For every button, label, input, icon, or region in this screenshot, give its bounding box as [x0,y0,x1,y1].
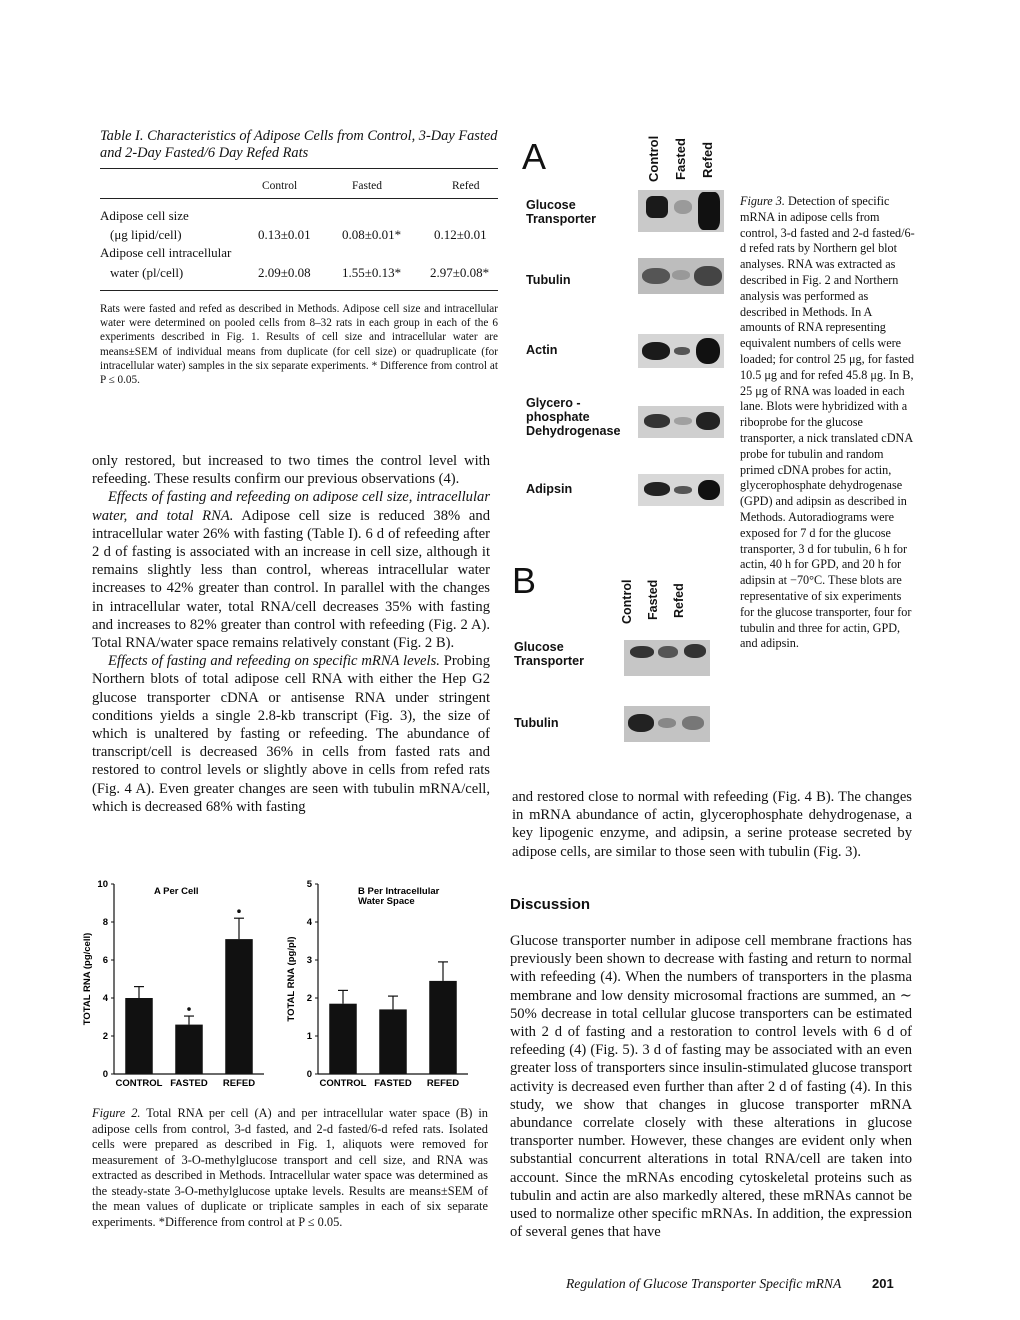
table-footnote: Rats were fasted and refed as described in Methods. Adipose cell size and intracellular water were determined on pooled cells from 8–32 rats in each group in each of the 6 experiments described in Fig. 1. Results of cell size and intracellular water are means±SEM of individual means from duplicate (for cell size) or quadruplicate (for intracellular water) samples in the six separate experiments. * Difference from control at P ≤ 0.05. [100,303,498,387]
y-tick-label: 6 [102,955,108,966]
lane-label-refed: Refed [700,141,715,178]
table-cell: 0.08±0.01* [342,227,402,242]
table-row-label: Adipose cell size [100,208,189,223]
y-axis-label: TOTAL RNA (pg/cell) [82,932,93,1026]
blot-image-adipsin [638,474,724,506]
chart-plot [286,879,468,1089]
significance-marker [237,909,241,913]
blot-image-glucose-transporter [638,190,724,232]
table-rule-header [100,198,498,199]
table-cell: 0.13±0.01 [258,227,311,242]
blot-label-adipsin: Adipsin [526,482,573,496]
x-tick-label: CONTROL [115,1078,163,1089]
blot-image-gpd [638,406,724,438]
table-row-sublabel: water (pl/cell) [110,265,184,280]
bar [429,981,457,1074]
lane-label-control: Control [646,135,661,182]
chart-title: B Per Intracellular [358,886,440,897]
blot-image-actin [638,334,724,368]
lane-label-fasted: Fasted [646,579,660,620]
figure2-chart-b [284,876,484,1098]
table-rule-bottom [100,290,498,291]
bar [379,1009,407,1074]
bar [175,1025,203,1074]
blot-image-tubulin-b [624,706,710,742]
table-row-label: Adipose cell intracellular [100,245,232,260]
table-col-fasted: Fasted [352,180,383,192]
chart-title: A Per Cell [154,886,199,897]
panel-b-label: B [512,560,537,601]
blot-label-actin: Actin [526,343,558,357]
table-rule-top [100,168,498,169]
table-row-sublabel: (μg lipid/cell) [110,227,182,242]
paragraph: Effects of fasting and refeeding on specific mRNA levels. Probing Northern blots of total adipose cell RNA with either the Hep G2 glucose transporter cDNA or antisense RNA under stringent conditions yields a single 2.8-kb transcript (Fig. 3), the size of which is unaltered by fasting or refeeding. The abundance of transcript/cell is decreased 36% in cells from fasted rats and restored to control levels or slightly above in cells from refed rats (Fig. 4 A). Even greater changes are seen with tubulin mRNA/cell, which is decreased 68% with fasting [92,653,490,815]
blot-label-tubulin: Tubulin [514,716,559,730]
figure3-caption: Figure 3. Detection of specific mRNA in adipose cells from control, 3-d fasted and 2-d fasted/6-d refed rats by Northern gel blot analyses. RNA was extracted as described in Fig. 2 and Northern analysis was performed as described in Methods. In A amounts of RNA representing equivalent numbers of cells were loaded; for control 25 μg, for fasted 10.5 μg and for refed 45.8 μg. In B, 25 μg of RNA was loaded in each lane. Blots were hybridized with a riboprobe for the glucose transporter, a nick translated cDNA probe for tubulin and random primed cDNA probes for actin, glycerophosphate dehydrogenase (GPD) and adipsin as described in Methods. Autoradiograms were exposed for 7 d for the glucose transporter, 3 d for tubulin, 6 h for actin, 40 h for GPD, and 20 h for adipsin at −70°C. These blots are representative of six experiments for the glucose transporter, four for tubulin and three for actin, GPD, and adipsin. [740,194,915,651]
blot-label-glucose-transporter: Glucose Transporter [514,640,584,668]
y-tick-label: 2 [102,1031,108,1042]
y-tick-label: 0 [102,1069,108,1080]
right-column-text-discussion: Glucose transporter number in adipose cell membrane fractions has previously been shown to decrease with fasting and return to normal with refeeding (4). When the numbers of transporters in the plasma membrane and low density microsomal fractions are summed, an ∼ 50% decrease in total cellular glucose transporters can be estimated with 2 d of fasting and a restoration to control levels with 6 d of refeeding (4) (Fig. 5). 3 d of fasting may be associated with an even greater loss of transporters since insulin-stimulated glucose transport activity is decreased even further than after 2 d of fasting (4). In this study, we show that changes in glucose transporter mRNA abundance correlate closely with these alterations in glucose transporter number. However, these changes are evident only when substantial concurrent alterations in total RNA/cell are taken into account. Since the mRNAs encoding cytoskeletal proteins such as tubulin and actin are also markedly altered, these mRNAs cannot be used to normalize other specific mRNAs. In addition, the expression of several genes that have [510,933,912,1241]
y-tick-label: 3 [306,955,312,966]
panel-a-label: A [522,136,547,177]
significance-marker [187,1007,191,1011]
lane-label-refed: Refed [672,583,686,618]
left-column-text [92,452,490,816]
table-caption: Table I. Characteristics of Adipose Cells from Control, 3-Day Fasted and 2-Day Fasted/6 Day Refed Rats [100,128,498,161]
blot-image-tubulin [638,258,724,294]
blot-label-tubulin: Tubulin [526,273,571,287]
table-cell: 2.09±0.08 [258,265,311,280]
y-tick-label: 0 [306,1069,312,1080]
bar [125,998,153,1074]
chart-plot [82,879,264,1089]
blot-label-glucose-transporter: Glucose Transporter [526,198,596,226]
page-number: 201 [872,1276,894,1291]
x-tick-label: CONTROL [319,1078,367,1089]
running-title: Regulation of Glucose Transporter Specific mRNA [566,1276,842,1291]
table-cell: 2.97±0.08* [430,265,490,280]
section-heading-discussion: Discussion [510,896,591,913]
lane-label-control: Control [620,579,634,624]
x-tick-label: REFED [426,1078,460,1089]
y-tick-label: 4 [306,917,312,928]
y-tick-label: 10 [97,879,108,890]
y-tick-label: 1 [306,1031,312,1042]
x-tick-label: REFED [222,1078,256,1089]
table-col-refed: Refed [452,180,480,192]
lane-label-fasted: Fasted [673,138,688,180]
y-tick-label: 8 [102,917,108,928]
y-tick-label: 4 [102,993,108,1004]
bar [225,939,253,1074]
figure2-chart-a [80,876,280,1098]
table-cell: 1.55±0.13* [342,265,402,280]
x-tick-label: FASTED [374,1078,412,1089]
blot-label-gpd: Glycero - phosphate Dehydrogenase [526,396,621,438]
y-tick-label: 5 [306,879,312,890]
right-column-text-top: and restored close to normal with refeeding (Fig. 4 B). The changes in mRNA abundance of actin, glycerophosphate dehydrogenase, a key lipogenic enzyme, and adipsin, a serine protease secreted by adipose cells, are similar to those seen with tubulin (Fig. 3). [512,789,912,860]
chart-title: Water Space [358,896,415,907]
bar [329,1004,357,1074]
table-cell: 0.12±0.01 [434,227,487,242]
blot-image-glucose-transporter-b [624,640,710,676]
paragraph: Effects of fasting and refeeding on adipose cell size, intracellular water, and total RNA. Adipose cell size is reduced 38% and intracellular water 26% with fasting (Table I). 6 d of refeeding after 2 d of fasting is associated with an increase in cell size, although it remains slightly less than control, whereas intracellular water increases to 42% greater than control. In parallel with the changes in intracellular water, total RNA/cell decreases 35% with fasting and increases to 82% greater than control with refeeding (Fig. 2 A). Total RNA/water space remains relatively constant (Fig. 2 B). [92,489,491,652]
y-tick-label: 2 [306,993,312,1004]
y-axis-label: TOTAL RNA (pg/pl) [286,936,297,1022]
paragraph-heading: Effects of fasting and refeeding on specific mRNA levels. [108,653,440,670]
figure2-caption: Figure 2. Total RNA per cell (A) and per intracellular water space (B) in adipose cells from control, 3-d fasted, and 2-d fasted/6-d refed rats. Isolated cells were prepared as described in Fig. 1, aliquots were removed for measurement of 3-O-methylglucose transport and cell size, and RNA was extracted as described in Methods. Intracellular water space was determined as the steady-state 3-O-methylglucose uptake levels. Results are means±SEM of the mean values of duplicate or triplicate samples in each of six separate experiments. *Difference from control at P ≤ 0.05. [92,1106,488,1229]
x-tick-label: FASTED [170,1078,208,1089]
paragraph-heading: Effects of fasting and refeeding on adipose cell size, intracellular water, and total RNA. [92,489,490,524]
paragraph: only restored, but increased to two times the control level with refeeding. These results confirm our previous observations (4). [92,453,490,488]
table-col-control: Control [262,180,298,192]
